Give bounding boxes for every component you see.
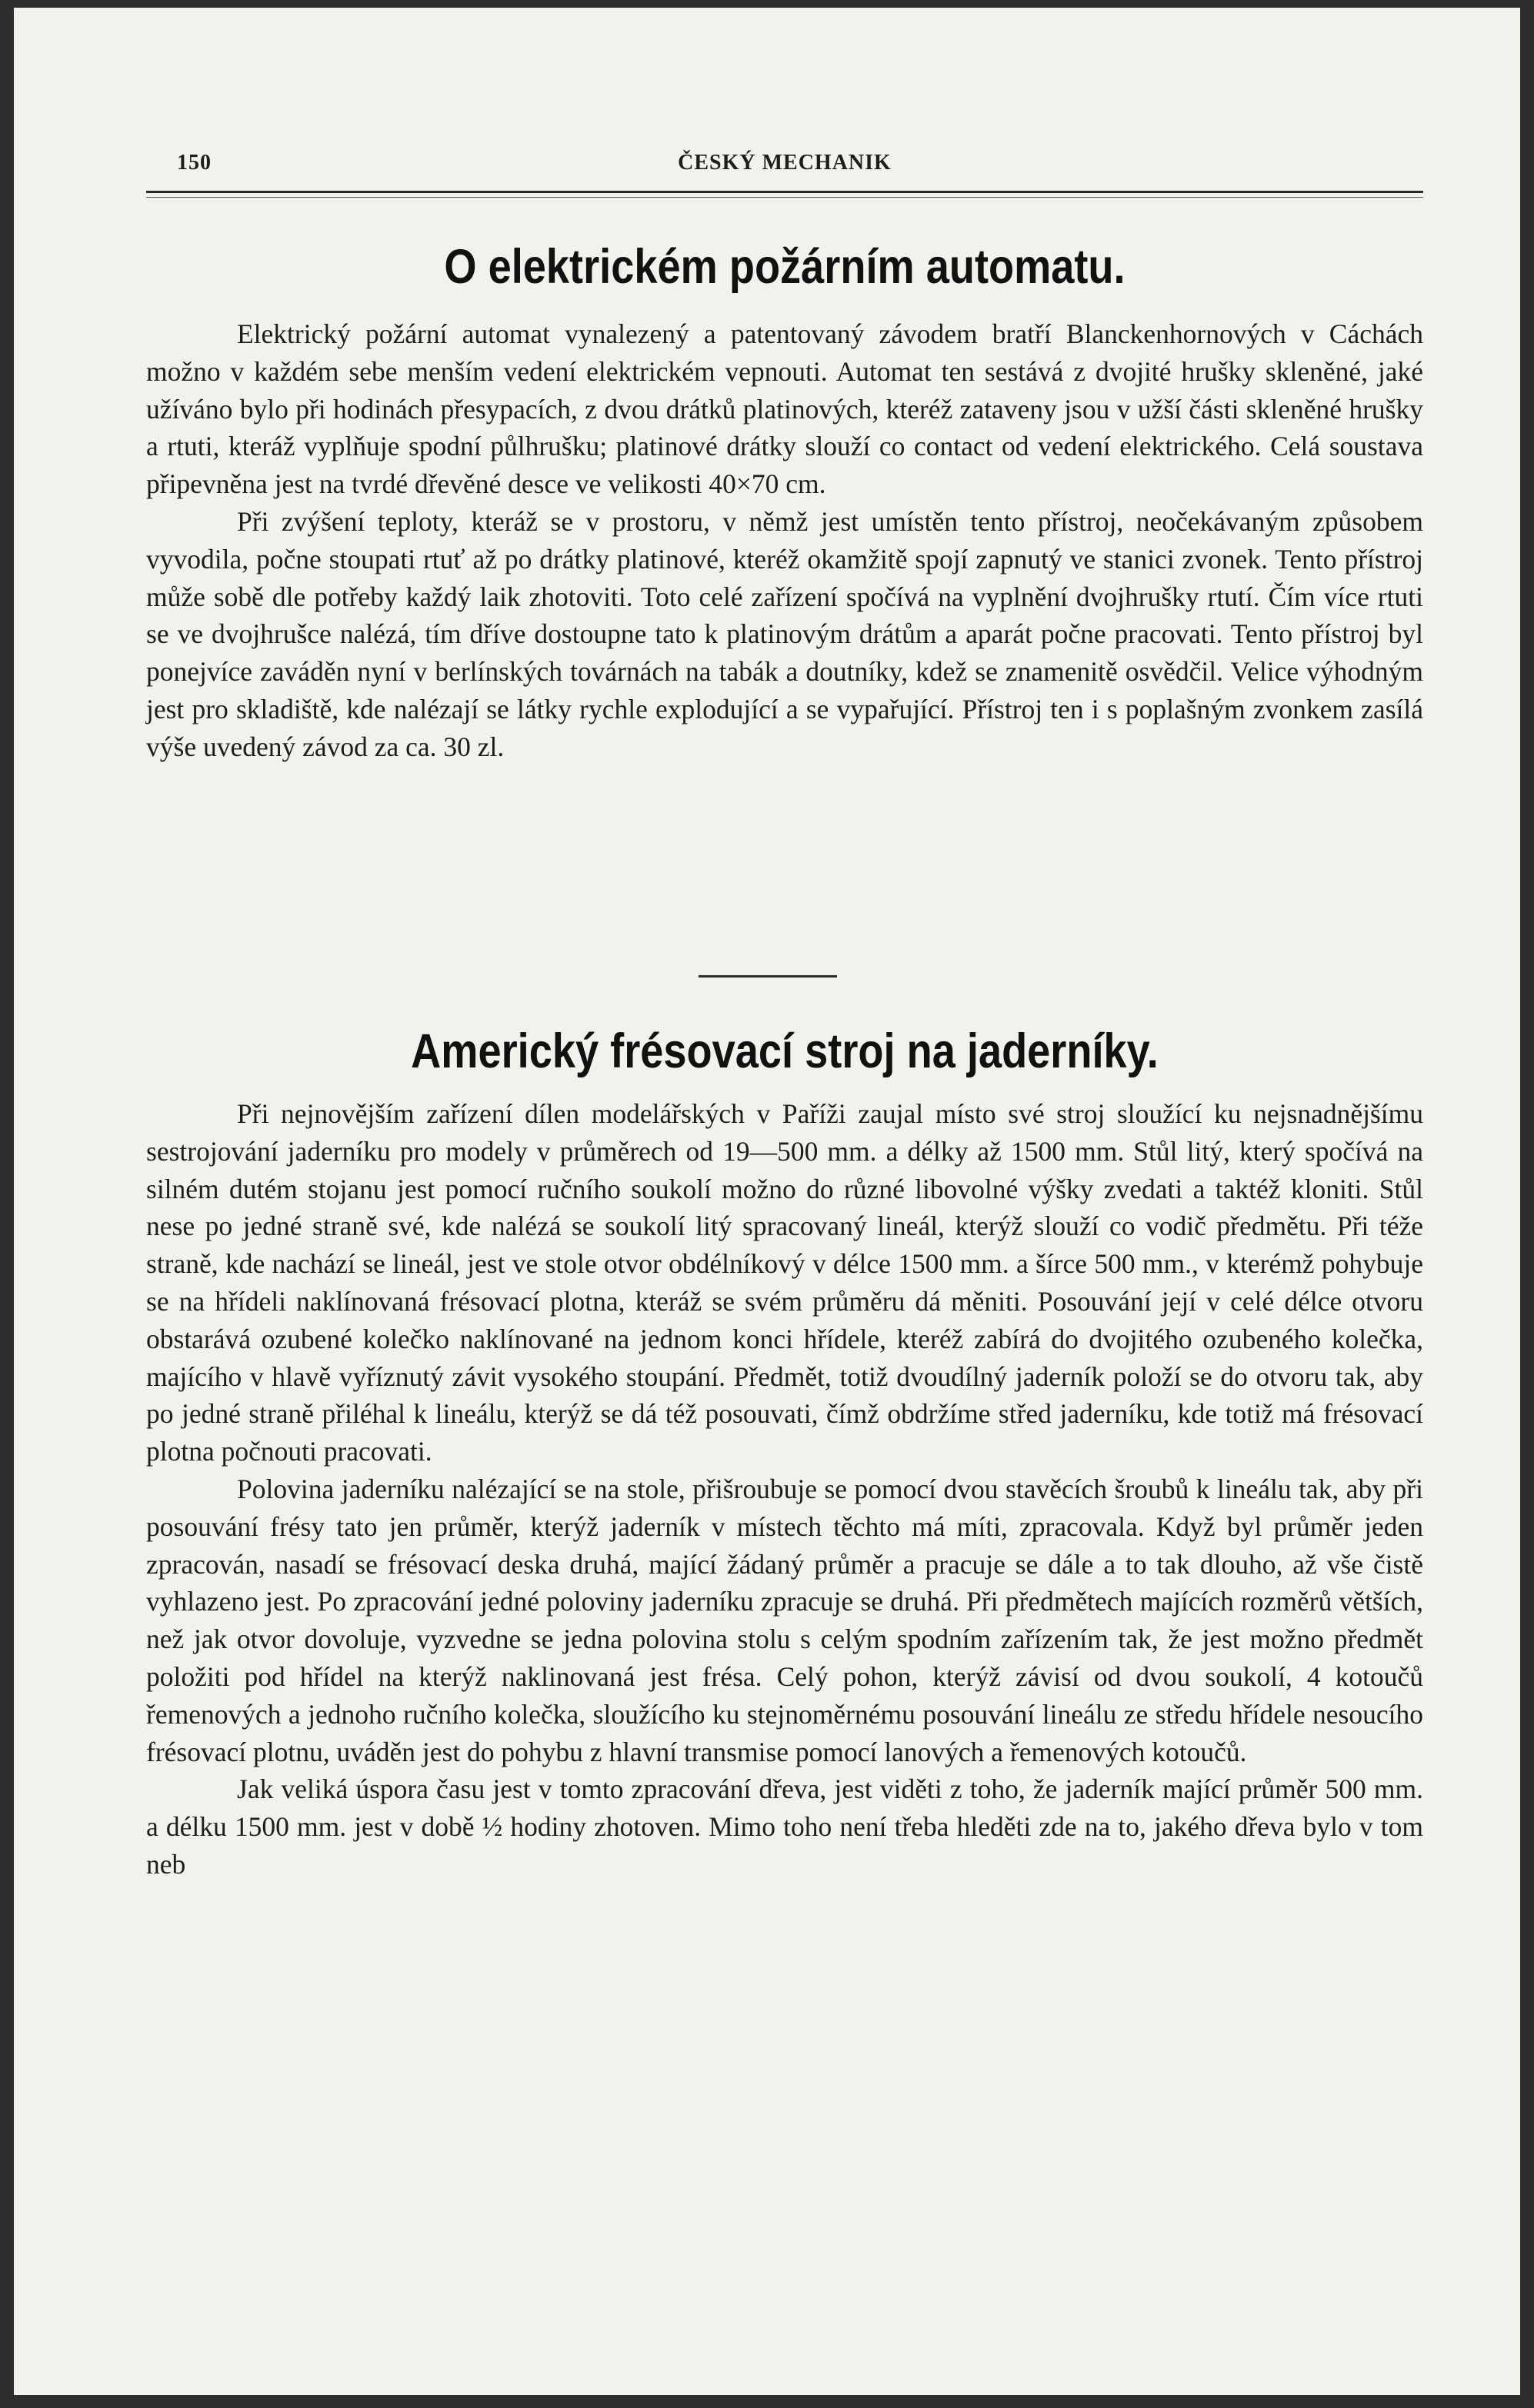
- article-paragraph: Polovina jaderníku nalézající se na stole, přišroubuje se pomocí dvou stavěcích šroubů k lineálu tak, aby při posouvání frésy tato jen průměr, kterýž jaderník v místech těchto má míti, zpracovala. Když byl průměr jeden zpracován, nasadí se frésovací deska druhá, mající žádaný průměr a pracuje se dále a to tak dlouho, až vše čistě vyhlazeno jest. Po zpracování jedné poloviny jaderníku zpracuje se druhá. Při předmětech majících rozměrů větších, než jak otvor dovoluje, vyzvedne se jedna polovina stolu s celým spodním zařízením tak, že jest možno předmět položiti pod hřídel na kterýž naklinovaná jest frésa. Celý pohon, kterýž závisí od dvou soukolí, 4 kotoučů řemenových a jednoho ručního kolečka, sloužícího ku stejnoměrnému posouvání lineálu ze středu hřídele nesoucího frésovací plotnu, uváděn jest do pohybu z hlavní transmise pomocí lanových a řemenových kotoučů.: [146, 1473, 1423, 1767]
- article-title: O elektrickém požárním automatu.: [444, 240, 1125, 294]
- header-rule-thick: [146, 191, 1423, 193]
- page-number: 150: [177, 151, 212, 175]
- article-paragraph: Při nejnovějším zařízení dílen modelářských v Paříži zaujal místo své stroj sloužící ku nejsnadnějšímu sestrojování jaderníku pro modely v průměrech od 19—500 mm. a délky až 1500 mm. Stůl litý, který spočívá na silném dutém stojanu jest pomocí ručního soukolí možno do různé libovolné výšky zvedati a taktéž kloniti. Stůl nese po jedné straně své, kde nalézá se soukolí litý spracovaný lineál, kterýž slouží co vodič předmětu. Při téže straně, kde nachází se lineál, jest ve stole otvor obdélníkový v délce 1500 mm. a šírce 500 mm., v kterémž pohybuje se na hřídeli naklínovaná frésovací plotna, kteráž se svém průměru dá měniti. Posouvání její v celé délce otvoru obstarává ozubené kolečko naklínované na jednom konci hřídele, kteréž zabírá do dvojitého ozubeného kolečka, majícího v hlavě vyříznutý závit vysokého stoupání. Předmět, totiž dvoudílný jaderník položí se do otvoru tak, aby po jedné straně přiléhal k lineálu, kterýž se dá též posouvati, čímž obdržíme střed jaderníku, kde totiž má frésovací plotna počnouti pracovati.: [146, 1098, 1423, 1467]
- article-paragraph: Elektrický požární automat vynalezený a patentovaný závodem bratří Blanckenhornových v Cáchách možno v každém sebe menším vedení elektrickém vepnouti. Automat ten sestává z dvojité hrušky skleněné, jaké užíváno bylo při hodinách přesypacích, z dvou drátků platinových, kteréž zataveny jsou v užší části skleněné hrušky a rtuti, kteráž vyplňuje spodní půlhrušku; platinové drátky slouží co contact od vedení elektrického. Celá soustava připevněna jest na tvrdé dřevěné desce ve velikosti 40×70 cm.: [146, 318, 1423, 500]
- running-title: ČESKÝ MECHANIK: [678, 151, 892, 175]
- article-title: Americký frésovací stroj na jaderníky.: [411, 1024, 1159, 1078]
- scanned-page: [14, 8, 1520, 2395]
- section-divider: [699, 975, 837, 978]
- article-paragraph: Při zvýšení teploty, kteráž se v prostoru, v němž jest umístěn tento přístroj, neočekávaným způsobem vyvodila, počne stoupati rtuť až po drátky platinové, kteréž okamžitě spojí zapnutý ve stanici zvonek. Tento přístroj může sobě dle potřeby každý laik zhotoviti. Toto celé zařízení spočívá na vyplnění dvojhrušky rtutí. Čím více rtuti se ve dvojhrušce nalézá, tím dříve dostoupne tato k platinovým drátům a aparát počne pracovati. Tento přístroj byl ponejvíce zaváděn nyní v berlínských továrnách na tabák a doutníky, kdež se znamenitě osvědčil. Velice výhodným jest pro skladiště, kde nalézají se látky rychle explodující a se vypařující. Přístroj ten i s poplašným zvonkem zasílá výše uvedený závod za ca. 30 zl.: [146, 505, 1423, 762]
- header-rule-thin: [146, 197, 1423, 198]
- article-electric-fire-alarm: [146, 232, 1423, 766]
- article-paragraph: Jak veliká úspora času jest v tomto zpracování dřeva, jest viděti z toho, že jaderník mající průměr 500 mm. a délku 1500 mm. jest v době ½ hodiny zhotoven. Mimo toho není třeba hleděti zde na to, jakého dřeva bylo v tom neb: [146, 1774, 1423, 1880]
- article-milling-machine: [146, 1017, 1423, 1883]
